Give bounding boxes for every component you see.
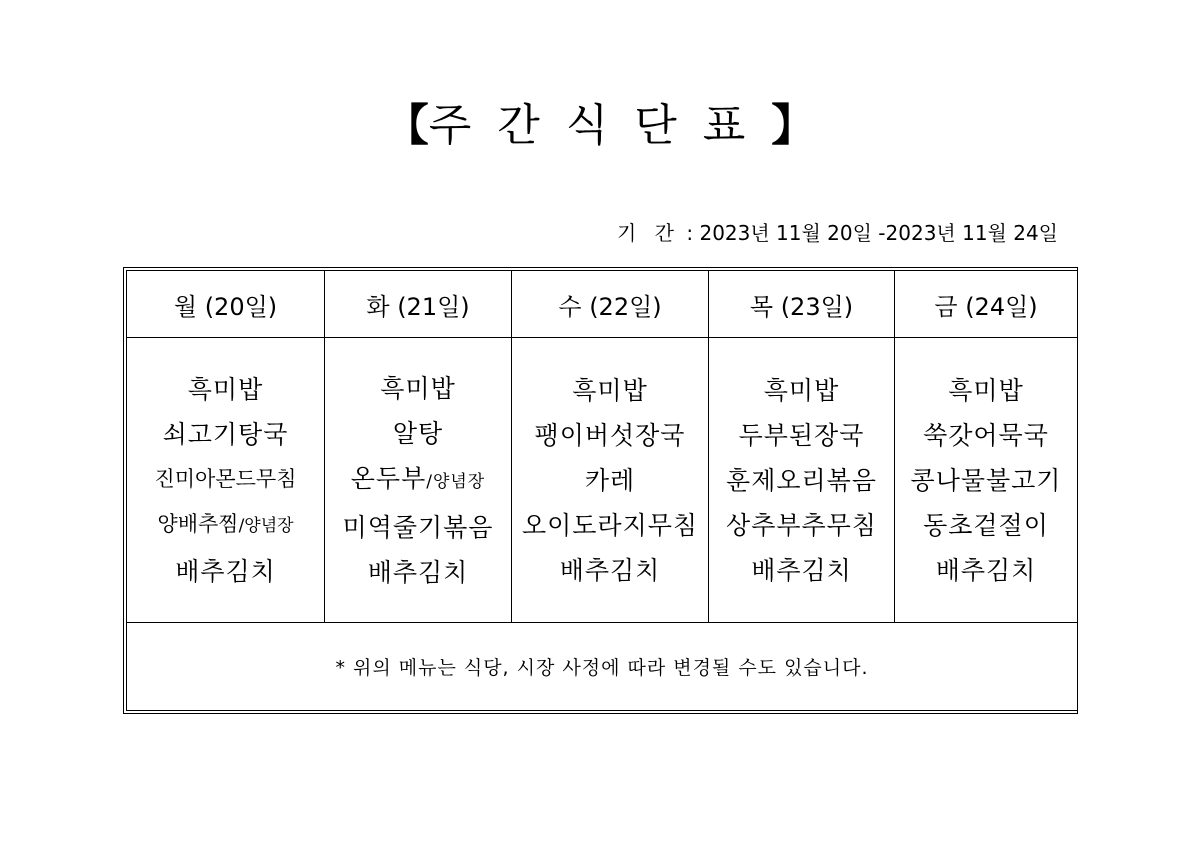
weekly-menu-table bbox=[126, 270, 1078, 711]
menu-cell-fri bbox=[895, 338, 1078, 623]
menu-note: * 위의 메뉴는 식당, 시장 사정에 따라 변경될 수도 있습니다. bbox=[127, 623, 1078, 711]
period-label: 기 간 bbox=[617, 221, 680, 245]
day-header-thu bbox=[709, 271, 895, 338]
dish-item: 콩나물불고기 bbox=[910, 465, 1062, 495]
menu-cell-wed bbox=[512, 338, 709, 623]
menu-cell-thu bbox=[709, 338, 895, 623]
day-header-mon bbox=[127, 271, 325, 338]
weekday-label: 월 bbox=[173, 292, 198, 321]
period-range: 2023년 11월 20일 -2023년 11월 24일 bbox=[699, 221, 1058, 245]
day-header-row bbox=[127, 271, 1078, 338]
dish-suffix: /양념장 bbox=[238, 515, 294, 536]
date-label: (24일) bbox=[965, 292, 1038, 321]
weekly-menu-frame bbox=[123, 267, 1078, 714]
dish-item: 진미아몬드무침 bbox=[154, 466, 297, 491]
title-close-bracket: 】 bbox=[771, 100, 816, 151]
dish-item: 흑미밥 bbox=[380, 373, 456, 403]
title-open-bracket: 【 bbox=[384, 100, 429, 151]
dish-item: 흑미밥 bbox=[948, 375, 1024, 405]
dish-item: 훈제오리볶음 bbox=[726, 465, 877, 495]
dish-item: 두부된장국 bbox=[738, 420, 865, 450]
dish-item: 흑미밥 bbox=[572, 375, 648, 405]
weekday-label: 화 bbox=[366, 292, 390, 321]
dish-item: 상추부추무침 bbox=[726, 510, 877, 540]
dish-item: 배추김치 bbox=[751, 555, 852, 585]
day-header-wed bbox=[512, 271, 709, 338]
dish-item: 미역줄기볶음 bbox=[342, 512, 494, 542]
dish-item: 쇠고기탕국 bbox=[162, 419, 289, 449]
day-header-fri bbox=[895, 271, 1078, 338]
dish-row bbox=[127, 338, 1078, 623]
page-title bbox=[0, 96, 1200, 156]
menu-cell-mon bbox=[127, 338, 325, 623]
dish-item: 쑥갓어묵국 bbox=[923, 420, 1049, 450]
weekday-label: 수 bbox=[558, 292, 582, 321]
dish-item: 팽이버섯장국 bbox=[534, 420, 686, 450]
date-label: (20일) bbox=[204, 292, 278, 321]
period-separator: : bbox=[686, 221, 694, 245]
title-text: 주간식단표 bbox=[428, 100, 772, 151]
dish-item: 흑미밥 bbox=[187, 374, 264, 404]
menu-period bbox=[617, 220, 1058, 246]
day-header-tue bbox=[325, 271, 512, 338]
dish-name: 양배추찜 bbox=[157, 511, 239, 536]
dish-item: 동초겉절이 bbox=[923, 510, 1049, 540]
dish-item: 배추김치 bbox=[935, 555, 1037, 585]
dish-item bbox=[325, 456, 511, 505]
dish-item: 흑미밥 bbox=[763, 375, 840, 405]
dish-item: 오이도라지무침 bbox=[521, 510, 699, 540]
note-row bbox=[127, 623, 1078, 711]
date-label: (22일) bbox=[589, 292, 662, 321]
dish-name: 온두부 bbox=[350, 463, 427, 493]
date-label: (21일) bbox=[397, 292, 470, 321]
dish-item: 배추김치 bbox=[559, 555, 661, 585]
dish-item: 배추김치 bbox=[367, 557, 469, 587]
dish-item bbox=[127, 502, 324, 549]
date-label: (23일) bbox=[780, 292, 854, 321]
dish-item: 배추김치 bbox=[175, 556, 276, 586]
menu-cell-tue bbox=[325, 338, 512, 623]
weekday-label: 금 bbox=[934, 292, 958, 321]
weekday-label: 목 bbox=[749, 292, 774, 321]
dish-item: 알탕 bbox=[392, 418, 444, 448]
dish-item: 카레 bbox=[584, 465, 636, 495]
dish-suffix: /양념장 bbox=[426, 471, 486, 492]
